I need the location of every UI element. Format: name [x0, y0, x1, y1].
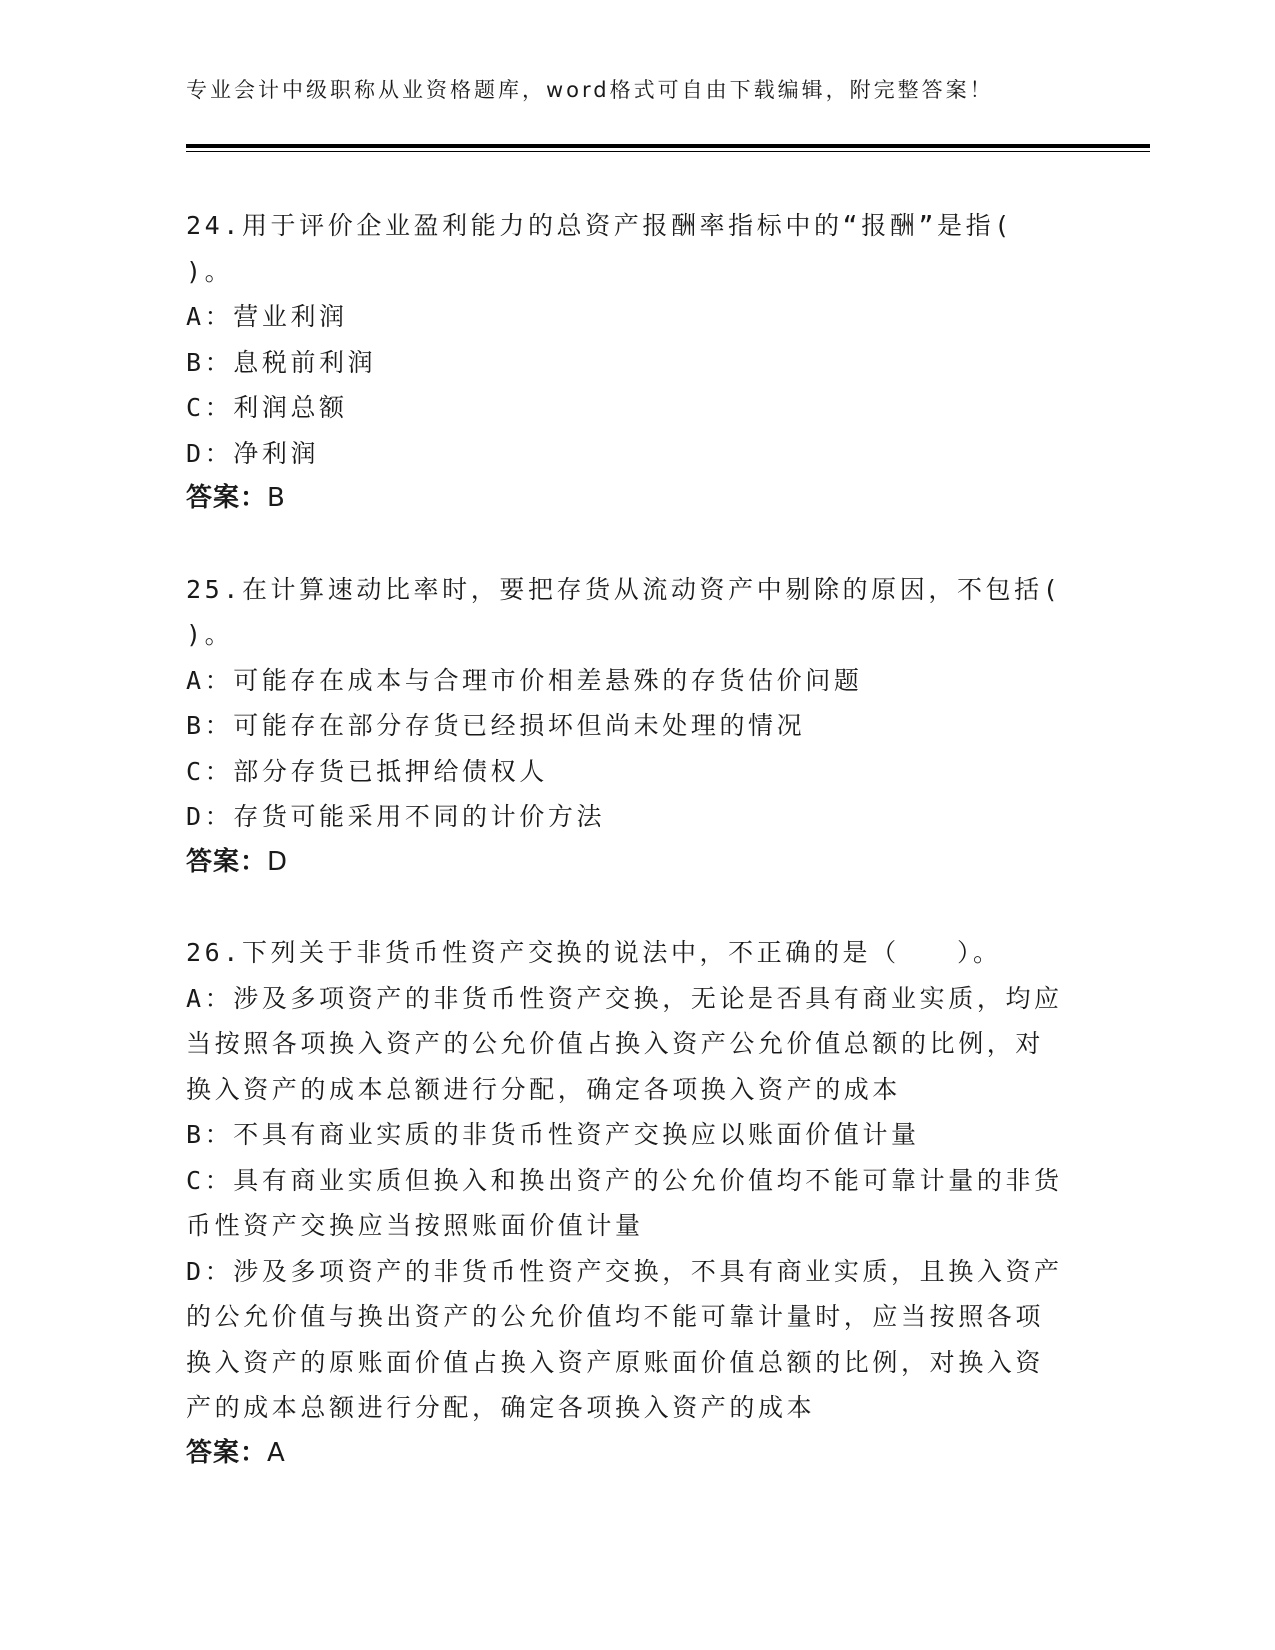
question-list — [186, 203, 1086, 1521]
document-header: 专业会计中级职称从业资格题库，word格式可自由下载编辑，附完整答案！ — [186, 78, 994, 102]
answer-label: 答案： — [186, 483, 268, 513]
option-d: D：存货可能采用不同的计价方法 — [186, 802, 606, 831]
option-d: D：涉及多项资产的非货币性资产交换，不具有商业实质，且换入资产 — [186, 1256, 1063, 1286]
question-stem-continued: )。 — [186, 256, 234, 286]
option-c: C：利润总额 — [186, 393, 348, 422]
option-d: D：净利润 — [186, 438, 320, 468]
option-b: B：可能存在部分存货已经损坏但尚未处理的情况 — [186, 711, 806, 740]
header-rule-thin — [186, 151, 1150, 152]
question-24 — [186, 203, 1086, 522]
option-d-continued: 产的成本总额进行分配，确定各项换入资产的成本 — [186, 1393, 816, 1422]
answer-value: D — [267, 846, 289, 877]
option-b: B：息税前利润 — [186, 347, 377, 377]
option-b: B：不具有商业实质的非货币性资产交换应以账面价值计量 — [186, 1120, 920, 1149]
answer-label: 答案： — [186, 1437, 268, 1468]
answer-value: A — [267, 1437, 286, 1468]
option-a: A：可能存在成本与合理市价相差悬殊的存货估价问题 — [186, 665, 863, 695]
question-stem: 25.在计算速动比率时，要把存货从流动资产中剔除的原因，不包括( — [186, 574, 1062, 604]
option-d-continued: 的公允价值与换出资产的公允价值均不能可靠计量时，应当按照各项 — [186, 1302, 1045, 1331]
question-25 — [186, 567, 1086, 886]
answer-line — [186, 840, 1086, 886]
question-stem-continued: )。 — [186, 620, 234, 649]
option-c-continued: 币性资产交换应当按照账面价值计量 — [186, 1211, 644, 1240]
option-c: C：具有商业实质但换入和换出资产的公允价值均不能可靠计量的非货 — [186, 1165, 1063, 1195]
answer-label: 答案： — [186, 846, 268, 877]
question-26 — [186, 930, 1086, 1476]
option-a: A：营业利润 — [186, 302, 348, 331]
question-stem: 24.用于评价企业盈利能力的总资产报酬率指标中的“报酬”是指( — [186, 211, 1013, 240]
question-stem: 26.下列关于非货币性资产交换的说法中，不正确的是（ ）。 — [186, 938, 1002, 967]
option-a-continued: 当按照各项换入资产的公允价值占换入资产公允价值总额的比例，对 — [186, 1029, 1045, 1058]
answer-line — [186, 476, 1086, 522]
option-c: C：部分存货已抵押给债权人 — [186, 756, 548, 786]
option-d-continued: 换入资产的原账面价值占换入资产原账面价值总额的比例，对换入资 — [186, 1347, 1045, 1377]
answer-value: B — [267, 483, 286, 513]
option-a: A：涉及多项资产的非货币性资产交换，无论是否具有商业实质，均应 — [186, 983, 1063, 1013]
header-rule-thick — [186, 144, 1150, 148]
answer-line — [186, 1431, 1086, 1477]
option-a-continued: 换入资产的成本总额进行分配，确定各项换入资产的成本 — [186, 1074, 902, 1104]
